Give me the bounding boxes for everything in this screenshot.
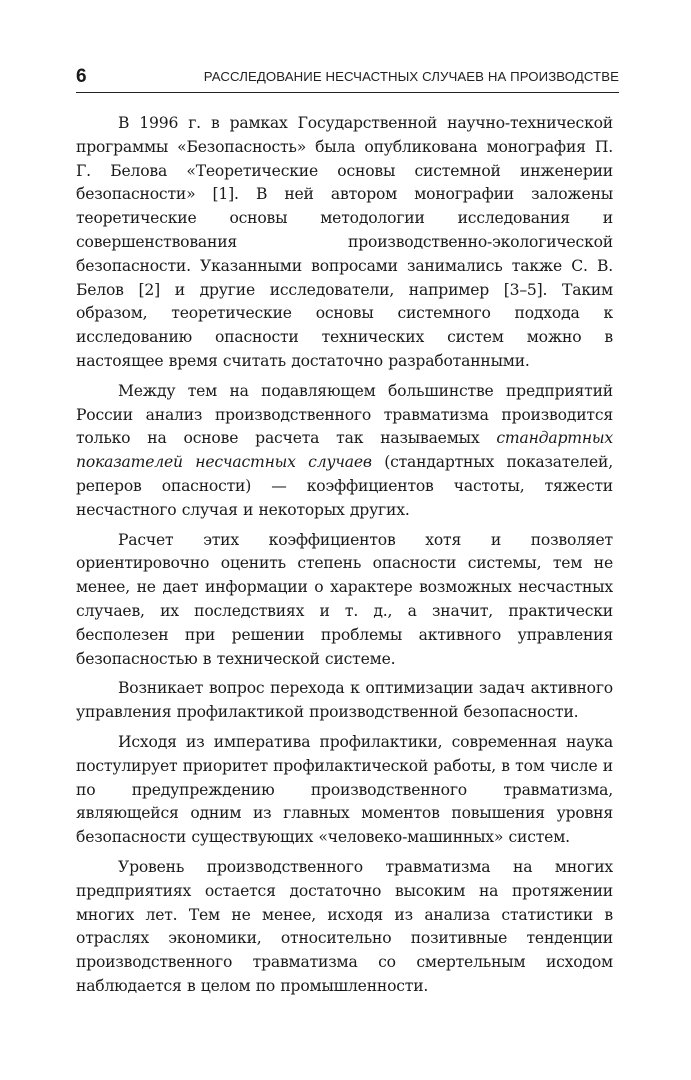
- header-rule: [76, 92, 619, 93]
- paragraph-4: Возникает вопрос перехода к оптимизации задач активного управления профилактикой производственной безопасности.: [76, 679, 613, 722]
- emphasized-term: стандартных показателей несчастных случаев: [76, 429, 613, 472]
- body-text: [76, 112, 613, 999]
- paragraph-6: Уровень производственного травматизма на многих предприятиях остается достаточно высоким на протяжении многих лет. Тем не менее, исходя из анализа статистики в отраслях экономики, относительно позитивные тенденции производственного травматизма со смертельным исходом наблюдается в целом по промышленности.: [76, 857, 613, 995]
- paragraph-2-start: Между тем на подавляющем большинстве предприятий России анализ производственного травматизма производится только на основе расчета так называемых: [76, 381, 613, 448]
- paragraph-1: В 1996 г. в рамках Государственной научно-технической программы «Безопасность» была опубликована монография П. Г. Белова «Теоретические основы системной инженерии безопасности» [1]. В ней автором монографии заложены теоретические основы методологии исследования и совершенствования производственно-экологической безопасности. Указанными вопросами занимались также С. В. Белов [2] и другие исследователи, например [3–5]. Таким образом, теоретические основы системного подхода к исследованию опасности технических систем можно в настоящее время считать достаточно разработанными.: [76, 114, 613, 370]
- paragraph-3: Расчет этих коэффициентов хотя и позволяет ориентировочно оценить степень опасности системы, тем не менее, не дает информации о характере возможных несчастных случаев, их последствиях и т. д., а значит, практически бесполезен при решении проблемы активного управления безопасностью в технической системе.: [76, 530, 613, 668]
- page-number: 6: [76, 66, 87, 87]
- paragraph-2: [76, 380, 613, 523]
- running-title: РАССЛЕДОВАНИЕ НЕСЧАСТНЫХ СЛУЧАЕВ НА ПРОИЗВОДСТВЕ: [203, 69, 619, 84]
- page-header: [76, 66, 619, 94]
- paragraph-5: Исходя из императива профилактики, современная наука постулирует приоритет профилактической работы, в том числе и по предупреждению производственного травматизма, являющейся одним из главных моментов повышения уровня безопасности существующих «человеко-машинных» систем.: [76, 732, 613, 847]
- paragraph-2-end: (стандартных показателей, реперов опасности) — коэффициентов частоты, тяжести несчастного случая и некоторых других.: [76, 453, 614, 519]
